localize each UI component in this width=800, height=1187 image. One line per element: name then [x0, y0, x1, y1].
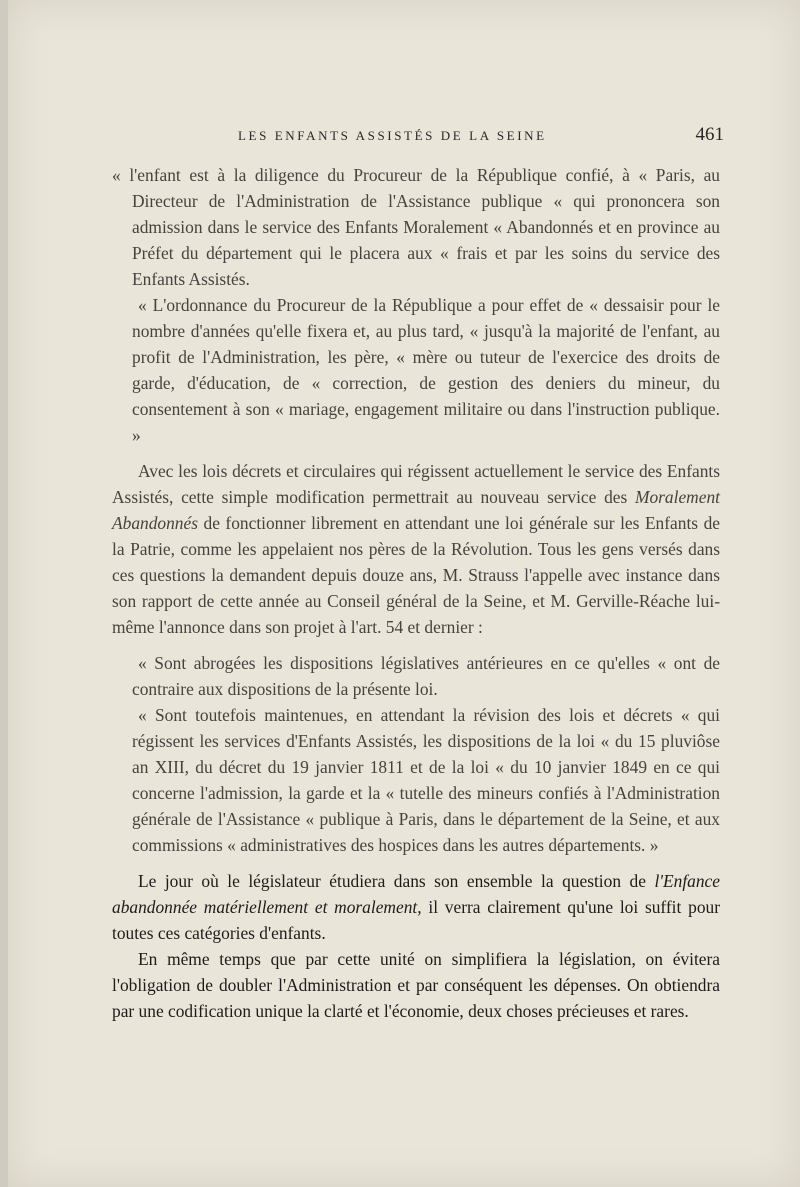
page-header — [108, 124, 724, 148]
paragraph-1-italic: Moralement Abandonnés — [112, 487, 720, 533]
quote1-paragraph1: « l'enfant est à la diligence du Procureur de la République confié, à « Paris, au Directeur de l'Administration de l'Assistance publique « qui prononcera son admission dans le service des Enfants Moralement « Abandonnés et en province au Préfet du département qui le placera aux « frais et par les soins du service des Enfants Assistés. — [112, 165, 720, 289]
paragraph-3: En même temps que par cette unité on simplifiera la législation, on évitera l'obligation de doubler l'Administration et par conséquent les dépenses. On obtiendra par une codification unique la clarté et l'économie, deux choses précieuses et rares. — [112, 949, 720, 1021]
running-head: LES ENFANTS ASSISTÉS DE LA SEINE — [238, 128, 547, 143]
paragraph-2-text-a: Le jour où le législateur étudiera dans son ensemble la question de — [138, 871, 655, 891]
body-text — [112, 162, 720, 1024]
quote2-paragraph1: « Sont abrogées les dispositions législatives antérieures en ce qu'elles « ont de contraire aux dispositions de la présente loi. — [132, 653, 720, 699]
paragraph-2-italic: l'Enfance abandonnée matériellement et moralement, — [112, 871, 720, 917]
quote2-paragraph2: « Sont toutefois maintenues, en attendant la révision des lois et décrets « qui régissent les services d'Enfants Assistés, les dispositions de la loi « du 15 pluviôse an XIII, du décret du 19 janvier 1811 et de la loi « du 10 janvier 1849 en ce qui concerne l'admission, la garde et la « tutelle des mineurs confiés à l'Administration générale de l'Assistance « publique à Paris, dans le département de la Seine, et aux commissions « administratives des hospices dans les autres départements. » — [132, 705, 720, 855]
page-number: 461 — [695, 124, 724, 145]
paragraph-1 — [112, 458, 720, 640]
paragraph-1-text-a: Avec les lois décrets et circulaires qui régissent actuellement le service des Enfants Assistés, cette simple modification permettrait au nouveau service des — [112, 461, 720, 507]
book-page — [8, 0, 800, 1187]
paragraph-1-text-b: de fonctionner librement en attendant une loi générale sur les Enfants de la Patrie, comme les appelaient nos pères de la Révolution. Tous les gens versés dans ces questions la demandent depuis douze ans, M. Strauss l'appelle avec instance dans son rapport de cette année au Conseil général de la Seine, et M. Gerville-Réache lui-même l'annonce dans son projet à l'art. 54 et dernier : — [112, 513, 720, 637]
paragraph-2 — [112, 868, 720, 946]
quote1-paragraph2: « L'ordonnance du Procureur de la République a pour effet de « dessaisir pour le nombre d'années qu'elle fixera et, au plus tard, « jusqu'à la majorité de l'enfant, au profit de l'Administration, les père, « mère ou tuteur de l'exercice des droits de garde, d'éducation, de « correction, de gestion des deniers du mineur, du consentement à son « mariage, engagement militaire ou dans l'instruction publique. » — [132, 295, 720, 445]
paragraph-2-text-b: il verra clairement qu'une loi suffit pour toutes ces catégories d'enfants. — [112, 897, 720, 943]
